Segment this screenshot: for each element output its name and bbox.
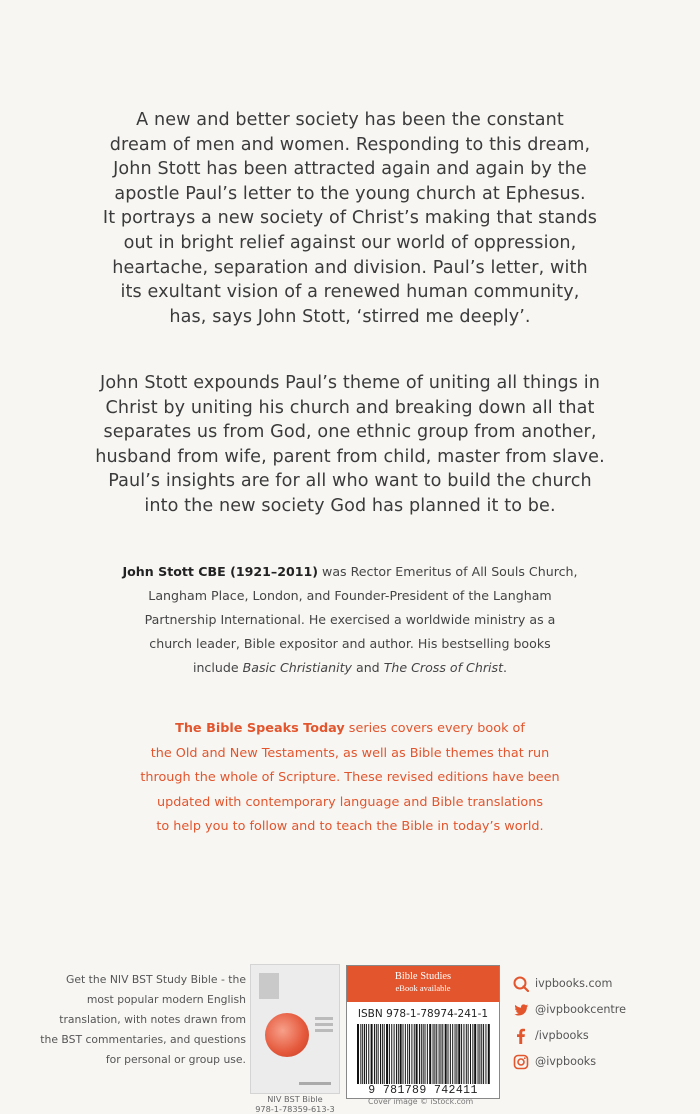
barcode-bar [442,1024,443,1086]
barcode-bar [391,1024,392,1086]
barcode-bar [382,1024,383,1086]
barcode-bar [439,1024,440,1086]
series-text: to help you to follow and to teach the Bible in today’s world. [156,819,544,834]
study-bible-isbn: 978-1-78359-613-3 [255,1104,335,1114]
series-text: through the whole of Scripture. These revised editions have been [140,770,560,785]
barcode-bar [380,1024,381,1086]
bio-text: church leader, Bible expositor and author. His bestselling books [149,636,551,651]
barcode-bar [440,1024,441,1086]
barcode-bar [419,1024,420,1086]
barcode-bar [364,1024,365,1086]
author-name: John Stott CBE (1921–2011) [122,564,319,579]
blurb-line: apostle Paul’s letter to the young church at Ephesus. [114,183,586,204]
barcode-bar [434,1024,435,1086]
blurb-line: dream of men and women. Responding to this dream, [109,134,591,155]
ebook-label: eBook available [395,983,451,993]
barcode-bar [360,1024,361,1086]
barcode-bar [405,1024,406,1086]
instagram-handle[interactable]: @ivpbooks [535,1055,597,1068]
blurb-line: separates us from God, one ethnic group from another, [103,422,597,443]
study-bible-title: NIV BST Bible [267,1094,323,1104]
series-description [110,717,590,840]
barcode-bar [456,1024,457,1086]
blurb-line: It portrays a new society of Christ’s making that stands [102,208,598,229]
barcode-bar [396,1024,397,1086]
barcode-digits: 9 781789 742411 [347,1084,499,1097]
isbn-text: ISBN 978-1-78974-241-1 [357,1008,489,1020]
series-text: series covers every book of [344,721,525,736]
barcode-bar [485,1024,486,1086]
promo-line: translation, with notes drawn from [59,1013,246,1026]
thumbnail-red-artwork [265,1013,309,1057]
book-title-cross-of-christ: The Cross of Christ [383,660,504,675]
twitter-handle[interactable]: @ivpbookcentre [535,1003,627,1016]
website-link[interactable]: ivpbooks.com [535,977,613,990]
study-bible-caption [250,1094,340,1114]
barcode-bar [357,1024,359,1086]
barcode-bar [414,1024,415,1086]
barcode-bar [488,1024,490,1086]
promo-line: the BST commentaries, and questions [40,1033,246,1046]
barcode-bar [409,1024,410,1086]
barcode-bar [386,1024,388,1086]
blurb-line: John Stott has been attracted again and again by the [113,159,587,180]
category-label: Bible Studies [394,971,452,982]
promo-line: for personal or group use. [105,1053,246,1066]
bio-text: . [503,660,508,675]
barcode-bar [368,1024,369,1086]
barcode-bar [452,1024,453,1086]
barcode-bar [461,1024,462,1086]
blurb-line: Christ by uniting his church and breaking down all that [105,397,595,418]
blurb-paragraph-2 [60,371,640,519]
facebook-handle[interactable]: /ivpbooks [535,1029,589,1042]
bio-text: was Rector Emeritus of All Souls Church, [318,564,578,579]
blurb-line: husband from wife, parent from child, master from slave. [95,446,605,467]
blurb-line: Paul’s insights are for all who want to build the church [108,471,592,492]
barcode-bar [411,1024,412,1086]
barcode-bar [384,1024,385,1086]
barcode-bar [400,1024,402,1086]
blurb-line: John Stott expounds Paul’s theme of uniting all things in [100,373,600,393]
blurb-line: out in bright relief against our world of oppression, [123,232,577,253]
thumbnail-title-block [259,973,279,999]
thumbnail-publisher-mark [299,1082,331,1085]
barcode-bar [479,1024,480,1086]
barcode-bar [366,1024,367,1086]
blurb-line: has, says John Stott, ‘stirred me deeply’. [169,306,531,327]
barcode-bar [463,1024,464,1086]
series-text: the Old and New Testaments, as well as Bible themes that run [150,745,550,761]
blurb-paragraph-1 [60,108,640,329]
barcode-bar [389,1024,390,1086]
social-links [513,974,693,1078]
facebook-icon [513,1028,529,1044]
barcode-bar [436,1024,437,1086]
barcode-bar [398,1024,399,1086]
barcode-bar [481,1024,482,1086]
barcode-bar [425,1024,426,1086]
series-text: updated with contemporary language and Bible translations [156,794,543,810]
bio-text: and [351,660,384,675]
barcode-bar [472,1024,473,1086]
barcode-panel [346,965,500,1099]
barcode-bar [474,1024,476,1086]
social-instagram[interactable] [513,1052,693,1076]
barcode-bar [394,1024,395,1086]
barcode-bar [450,1024,451,1086]
barcode-bar [362,1024,363,1086]
barcode-bar [423,1024,424,1086]
social-website[interactable] [513,974,693,998]
barcode-icon [355,1024,493,1086]
barcode-bar [421,1024,422,1086]
cover-image-credit: Cover image © iStock.com [368,1097,474,1106]
series-name: The Bible Speaks Today [175,721,345,736]
blurb-line: its exultant vision of a renewed human community, [120,282,580,303]
blurb-line: A new and better society has been the constant [136,110,564,130]
bio-text: include [192,660,243,675]
instagram-icon [513,1054,529,1070]
barcode-bar [427,1024,428,1086]
barcode-bar [466,1024,467,1086]
social-twitter[interactable] [513,1000,693,1024]
bio-text: Langham Place, London, and Founder-President of the Langham [148,588,552,603]
barcode-bar [407,1024,408,1086]
search-q-icon [513,976,529,992]
category-banner [347,966,499,1002]
barcode-bar [416,1024,418,1086]
barcode-bar [458,1024,460,1086]
barcode-bar [433,1024,434,1086]
bio-text: Partnership International. He exercised a worldwide ministry as a [144,612,556,627]
barcode-bar [455,1024,456,1086]
social-facebook[interactable] [513,1026,693,1050]
promo-line: most popular modern English [86,993,246,1006]
barcode-bar [371,1024,373,1086]
barcode-bar [448,1024,449,1086]
barcode-bar [403,1024,404,1086]
study-bible-promo [28,970,246,1070]
barcode-bar [374,1024,375,1086]
twitter-icon [513,1002,529,1018]
promo-line: Get the NIV BST Study Bible - the [66,973,246,986]
study-bible-cover-thumbnail [250,964,340,1094]
book-title-basic-christianity: Basic Christianity [242,660,352,675]
barcode-bar [378,1024,379,1086]
barcode-bar [478,1024,479,1086]
barcode-bar [483,1024,484,1086]
blurb-line: heartache, separation and division. Paul’s letter, with [112,257,588,278]
blurb-line: into the new society God has planned it to be. [144,495,556,516]
author-bio [100,560,600,680]
barcode-bar [376,1024,377,1086]
barcode-bar [445,1024,447,1086]
thumbnail-text-lines [315,1017,333,1020]
barcode-bar [468,1024,469,1086]
barcode-bar [429,1024,431,1086]
barcode-bar [470,1024,471,1086]
